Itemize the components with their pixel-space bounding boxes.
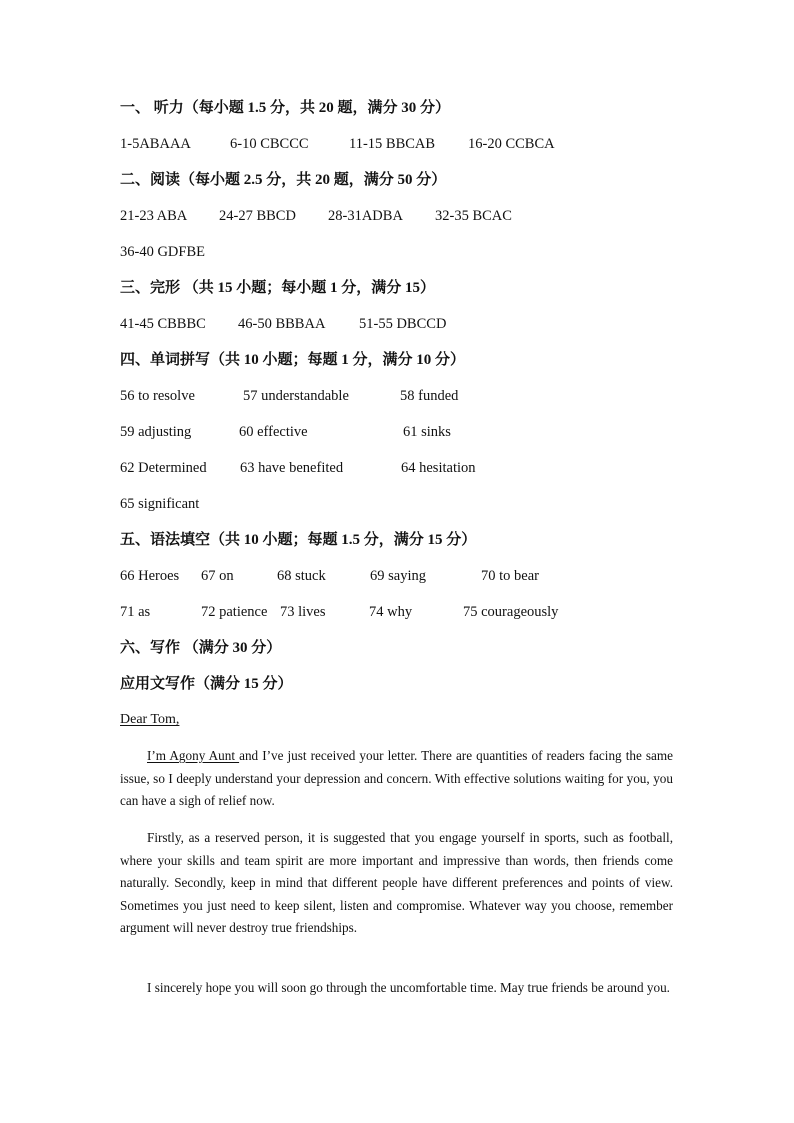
writing-subtitle: 应用文写作（满分 15 分） bbox=[120, 676, 293, 692]
answer-group: 24-27 BBCD bbox=[219, 208, 296, 224]
section-spelling-title: 四、单词拼写（共 10 小题；每题 1 分，满分 10 分） bbox=[120, 352, 466, 368]
answer-item: 64 hesitation bbox=[401, 460, 476, 476]
answer-item: 60 effective bbox=[239, 424, 308, 440]
answer-group: 41-45 CBBBC bbox=[120, 316, 206, 332]
answer-item: 68 stuck bbox=[277, 568, 326, 584]
answer-group: 51-55 DBCCD bbox=[359, 316, 447, 332]
answer-item: 63 have benefited bbox=[240, 460, 344, 476]
answer-item: 74 why bbox=[369, 604, 413, 620]
section-listening-title: 一、 听力（每小题 1.5 分，共 20 题，满分 30 分） bbox=[120, 100, 451, 116]
section-grammar-title: 五、语法填空（共 10 小题；每题 1.5 分，满分 15 分） bbox=[120, 532, 477, 548]
answer-group: 16-20 CCBCA bbox=[468, 136, 555, 152]
answer-item: 70 to bear bbox=[481, 568, 539, 584]
answer-item: 56 to resolve bbox=[120, 388, 195, 404]
section-writing-title: 六、写作 （满分 30 分） bbox=[120, 640, 282, 656]
answer-group: 1-5ABAAA bbox=[120, 136, 191, 152]
letter-paragraph-3 bbox=[120, 977, 673, 1000]
letter-paragraph-1 bbox=[120, 745, 673, 813]
section-cloze-title: 三、完形 （共 15 小题；每小题 1 分，满分 15） bbox=[120, 280, 436, 296]
answer-item: 75 courageously bbox=[463, 604, 559, 620]
answer-group: 36-40 GDFBE bbox=[120, 244, 205, 260]
answer-item: 72 patience bbox=[201, 604, 268, 620]
answer-item: 65 significant bbox=[120, 496, 200, 512]
answer-item: 69 saying bbox=[370, 568, 426, 584]
agony-aunt-underlined: I’m Agony Aunt bbox=[147, 748, 240, 763]
paragraph-1-text: and I’ve just received your letter. There are quantities of readers facing the same issue, so I deeply understand your depression and concern. With effective solutions waiting for you, you can have a sigh of relief now. bbox=[120, 748, 674, 809]
letter-greeting bbox=[120, 710, 179, 730]
answer-item: 61 sinks bbox=[403, 424, 451, 440]
answer-item: 73 lives bbox=[280, 604, 326, 620]
answer-group: 32-35 BCAC bbox=[435, 208, 512, 224]
answer-group: 28-31ADBA bbox=[328, 208, 403, 224]
answer-item: 57 understandable bbox=[243, 388, 349, 404]
letter-paragraph-2 bbox=[120, 827, 673, 940]
answer-item: 62 Determined bbox=[120, 460, 207, 476]
answer-item: 71 as bbox=[120, 604, 151, 620]
answer-group: 11-15 BBCAB bbox=[349, 136, 436, 152]
answer-item: 58 funded bbox=[400, 388, 459, 404]
paragraph-3-text: I sincerely hope you will soon go through the uncomfortable time. May true friends be around you. bbox=[147, 980, 670, 995]
answer-item: 67 on bbox=[201, 568, 234, 584]
paragraph-2-text: Firstly, as a reserved person, it is suggested that you engage yourself in sports, such as football, where your skills and team spirit are more important and impressive than words, then friends come naturally. Secondly, keep in mind that different people have different preferences and points of view. Sometimes you just need to keep silent, listen and compromise. Whatever way you choose, remember argument will never destroy true friendships. bbox=[120, 830, 673, 936]
answer-group: 6-10 CBCCC bbox=[230, 136, 309, 152]
answer-item: 66 Heroes bbox=[120, 568, 180, 584]
answer-item: 59 adjusting bbox=[120, 424, 192, 440]
answer-group: 21-23 ABA bbox=[120, 208, 188, 224]
answer-group: 46-50 BBBAA bbox=[238, 316, 326, 332]
section-reading-title: 二、阅读（每小题 2.5 分，共 20 题，满分 50 分） bbox=[120, 172, 447, 188]
greeting-text: Dear Tom, bbox=[120, 712, 180, 727]
